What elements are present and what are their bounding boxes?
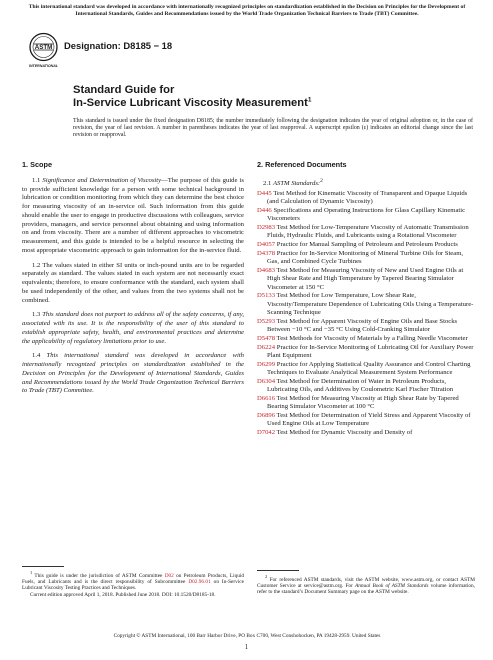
issuance-note: This standard is issued under the fixed designation D8185; the number immediately following the designation indicates the year of original adoption or, in the case of revision, the year of last revision. A number in parentheses indicates the year of last reapproval. A superscript epsilon (ε) indicates an editorial change since the last revision or reapproval. [73, 118, 473, 139]
footnote-2-text [257, 574, 475, 596]
reference-title: Test Method for Kinematic Viscosity of Transparent and Opaque Liquids (and Calculation of Dynamic Viscosity) [267, 189, 468, 206]
astm-standards-intro [263, 177, 475, 189]
reference-link-d5478[interactable]: D5478 [257, 335, 276, 343]
title-line-1: Standard Guide for [73, 84, 175, 96]
reference-item [257, 361, 475, 378]
scope-1-1-body: —The purpose of this guide is to provide sufficient knowledge for a person with some technical background in lubrication or condition monitoring from which they can determine the best choice for measuring viscosity of an in-service oil. Such information from this guide should enable the user to engage in productive discussions with colleagues, service providers, managers, and service personnel about obtaining and using information on and from viscosity. There are a number of different approaches to viscometric measurement, and this guide is intended to be a helpful resource in selecting the most appropriate viscometric approach to gain information for the in-service fluid. [22, 176, 244, 254]
reference-title: Practice for In-Service Monitoring of Mineral Turbine Oils for Steam, Gas, and Combined Cycle Turbines [267, 249, 464, 266]
reference-title: Test Method for Low-Temperature Viscosity of Automatic Transmission Fluids, Hydraulic Fluids, and Lubricants using a Rotational Viscometer [267, 223, 469, 240]
logo-text: ASTM [34, 44, 53, 52]
refs-2-1-label: ASTM Standards: [272, 179, 321, 187]
reference-list [257, 190, 475, 438]
reference-item [257, 241, 475, 250]
reference-item [257, 318, 475, 335]
right-column [257, 161, 475, 438]
reference-link-d445[interactable]: D445 [257, 189, 272, 197]
scope-1-3-number: 1.3 [32, 311, 43, 319]
reference-link-d6616[interactable]: D6616 [257, 394, 276, 402]
reference-link-d6299[interactable]: D6299 [257, 360, 276, 368]
subcommittee-link-d02-96-01[interactable]: D02.96.01 [188, 579, 211, 586]
footnote-2 [257, 574, 475, 596]
footnote-2-text-b: volume information, refer to the standard’s Document Summary page on the ASTM website. [257, 583, 475, 596]
reference-item [257, 395, 475, 412]
reference-link-d4378[interactable]: D4378 [257, 249, 276, 257]
refs-2-1-number: 2.1 [263, 179, 273, 187]
footnote-1-text-b: on Petroleum Products, Liquid Fuels, and Lubricants and is the direct responsibility of Subcommittee [22, 572, 244, 586]
reference-item [257, 292, 475, 318]
reference-link-d5293[interactable]: D5293 [257, 317, 276, 325]
reference-title: Practice for Applying Statistical Quality Assurance and Control Charting Techniques to Evaluate Analytical Measurement System Performance [267, 360, 471, 377]
footnote-1-marker: 1 [30, 570, 33, 575]
page-number: 1 [244, 644, 249, 651]
reference-item [257, 335, 475, 344]
reference-item [257, 429, 475, 438]
reference-item [257, 207, 475, 224]
reference-title: Test Method for Low Temperature, Low Shear Rate, Viscosity/Temperature Dependence of Lubricating Oils Using a Temperature-Scanning Technique [267, 292, 474, 317]
reference-link-d7042[interactable]: D7042 [257, 429, 276, 437]
refs-footnote-ref[interactable]: 2 [320, 177, 323, 184]
reference-link-d6304[interactable]: D6304 [257, 377, 276, 385]
scope-1-4-number: 1.4 [32, 352, 47, 360]
scope-paragraph-1-1 [22, 177, 244, 256]
document-title [73, 84, 311, 110]
title-line-2-text: In-Service Lubricant Viscosity Measurement [73, 97, 308, 109]
reference-title: Test Method for Determination of Yield Stress and Apparent Viscosity of Used Engine Oils at Low Temperature [267, 411, 471, 428]
scope-paragraph-1-4 [22, 352, 244, 396]
scope-1-1-subtitle: Significance and Determination of Viscosity [42, 176, 162, 184]
footnote-1 [22, 570, 244, 598]
referenced-documents-heading: 2. Referenced Documents [257, 160, 347, 169]
reference-title: Test Method for Measuring Viscosity at High Shear Rate by Tapered Bearing Simulator Viscometer at 100 °C [267, 394, 459, 411]
reference-title: Practice for In-Service Monitoring of Lubricating Oil for Auxiliary Power Plant Equipment [267, 343, 474, 360]
reference-item [257, 250, 475, 267]
designation: Designation: D8185 − 18 [64, 40, 173, 51]
footnote-divider-right [257, 570, 299, 571]
footnote-1-jurisdiction [22, 570, 244, 592]
scope-1-1-number: 1.1 [32, 176, 43, 184]
footnote-1-text-c: on In-Service Lubricant Viscosity Testing Practices and Techniques. [22, 579, 244, 592]
reference-item [257, 224, 475, 241]
reference-link-d6224[interactable]: D6224 [257, 343, 276, 351]
footnote-1-edition: Current edition approved April 1, 2018. Published June 2018. DOI: 10.1520/D8185-18. [30, 591, 216, 598]
reference-item [257, 267, 475, 293]
footnote-2-marker: 2 [265, 574, 268, 579]
reference-title: Test Method for Measuring Viscosity of New and Used Engine Oils at High Shear Rate and High Temperature by Tapered Bearing Simulator Viscometer at 150 °C [267, 266, 464, 291]
footnote-2-book-title: Annual Book of ASTM Standards [355, 583, 429, 590]
footnote-divider-left [22, 566, 64, 567]
reference-link-d446[interactable]: D446 [257, 206, 272, 214]
reference-title: Test Method for Apparent Viscosity of Engine Oils and Base Stocks Between −10 °C and −35 °C Using Cold-Cranking Simulator [267, 317, 458, 334]
reference-link-d4057[interactable]: D4057 [257, 241, 276, 248]
standardization-notice: This international standard was developed in accordance with internationally recognized principles on standardization established in the Decision on Principles for the Development of International Standards, Guides and Recommendations issued by the World Trade Organization Technical Barriers to Trade (TBT) Committee. [28, 4, 466, 17]
reference-item [257, 378, 475, 395]
astm-logo [28, 32, 59, 70]
title-footnote-ref[interactable]: 1 [307, 96, 312, 104]
reference-link-d4683[interactable]: D4683 [257, 266, 276, 274]
reference-title: Test Methods for Viscosity of Materials by a Falling Needle Viscometer [276, 335, 468, 343]
left-column [22, 161, 244, 402]
committee-link-d02[interactable]: D02 [164, 572, 174, 579]
scope-1-4-body: This international standard was developed in accordance with internationally recognized principles on standardization established in the Decision on Principles for the Development of International Standards, Guides and Recommendations issued by the World Trade Organization Technical Barriers to Trade (TBT) Committee. [22, 352, 244, 395]
scope-paragraph-1-3 [22, 311, 244, 346]
reference-link-d5133[interactable]: D5133 [257, 292, 276, 300]
reference-item [257, 190, 475, 207]
scope-heading: 1. Scope [22, 160, 53, 169]
reference-title: Specifications and Operating Instructions for Glass Capillary Kinematic Viscometers [267, 206, 466, 223]
logo-subtext: INTERNATIONAL [28, 64, 59, 68]
reference-item [257, 412, 475, 429]
copyright-line: Copyright © ASTM International, 100 Barr Harbor Drive, PO Box C700, West Conshohocken, PA 19428-2959. United States [113, 633, 381, 639]
reference-title: Practice for Manual Sampling of Petroleum and Petroleum Products [276, 241, 458, 248]
scope-paragraph-1-2: 1.2 The values stated in either SI units or inch-pound units are to be regarded separately as standard. The values stated in each system are not necessarily exact equivalents; therefore, to ensure conformance with the standard, each system shall be used independently of the other, and values from the two systems shall not be combined. [22, 261, 244, 304]
reference-item [257, 344, 475, 361]
footnote-2-text-a: For referenced ASTM standards, visit the ASTM website, www.astm.org, or contact ASTM Customer Service at service@astm.org. For [257, 576, 475, 590]
reference-link-d2983[interactable]: D2983 [257, 223, 276, 231]
scope-1-3-body: This standard does not purport to address all of the safety concerns, if any, associated with its use. It is the responsibility of the user of this standard to establish appropriate safety, health, and environmental practices and determine the applicability of regulatory limitations prior to use. [22, 311, 244, 345]
reference-title: Test Method for Determination of Water in Petroleum Products, Lubricating Oils, and Additives by Coulometric Karl Fischer Titration [267, 377, 454, 394]
reference-title: Test Method for Dynamic Viscosity and Density of [276, 429, 413, 437]
reference-link-d6896[interactable]: D6896 [257, 411, 276, 419]
footnote-1-text-a: This guide is under the jurisdiction of ASTM Committee [32, 572, 165, 579]
title-line-2 [73, 97, 311, 110]
